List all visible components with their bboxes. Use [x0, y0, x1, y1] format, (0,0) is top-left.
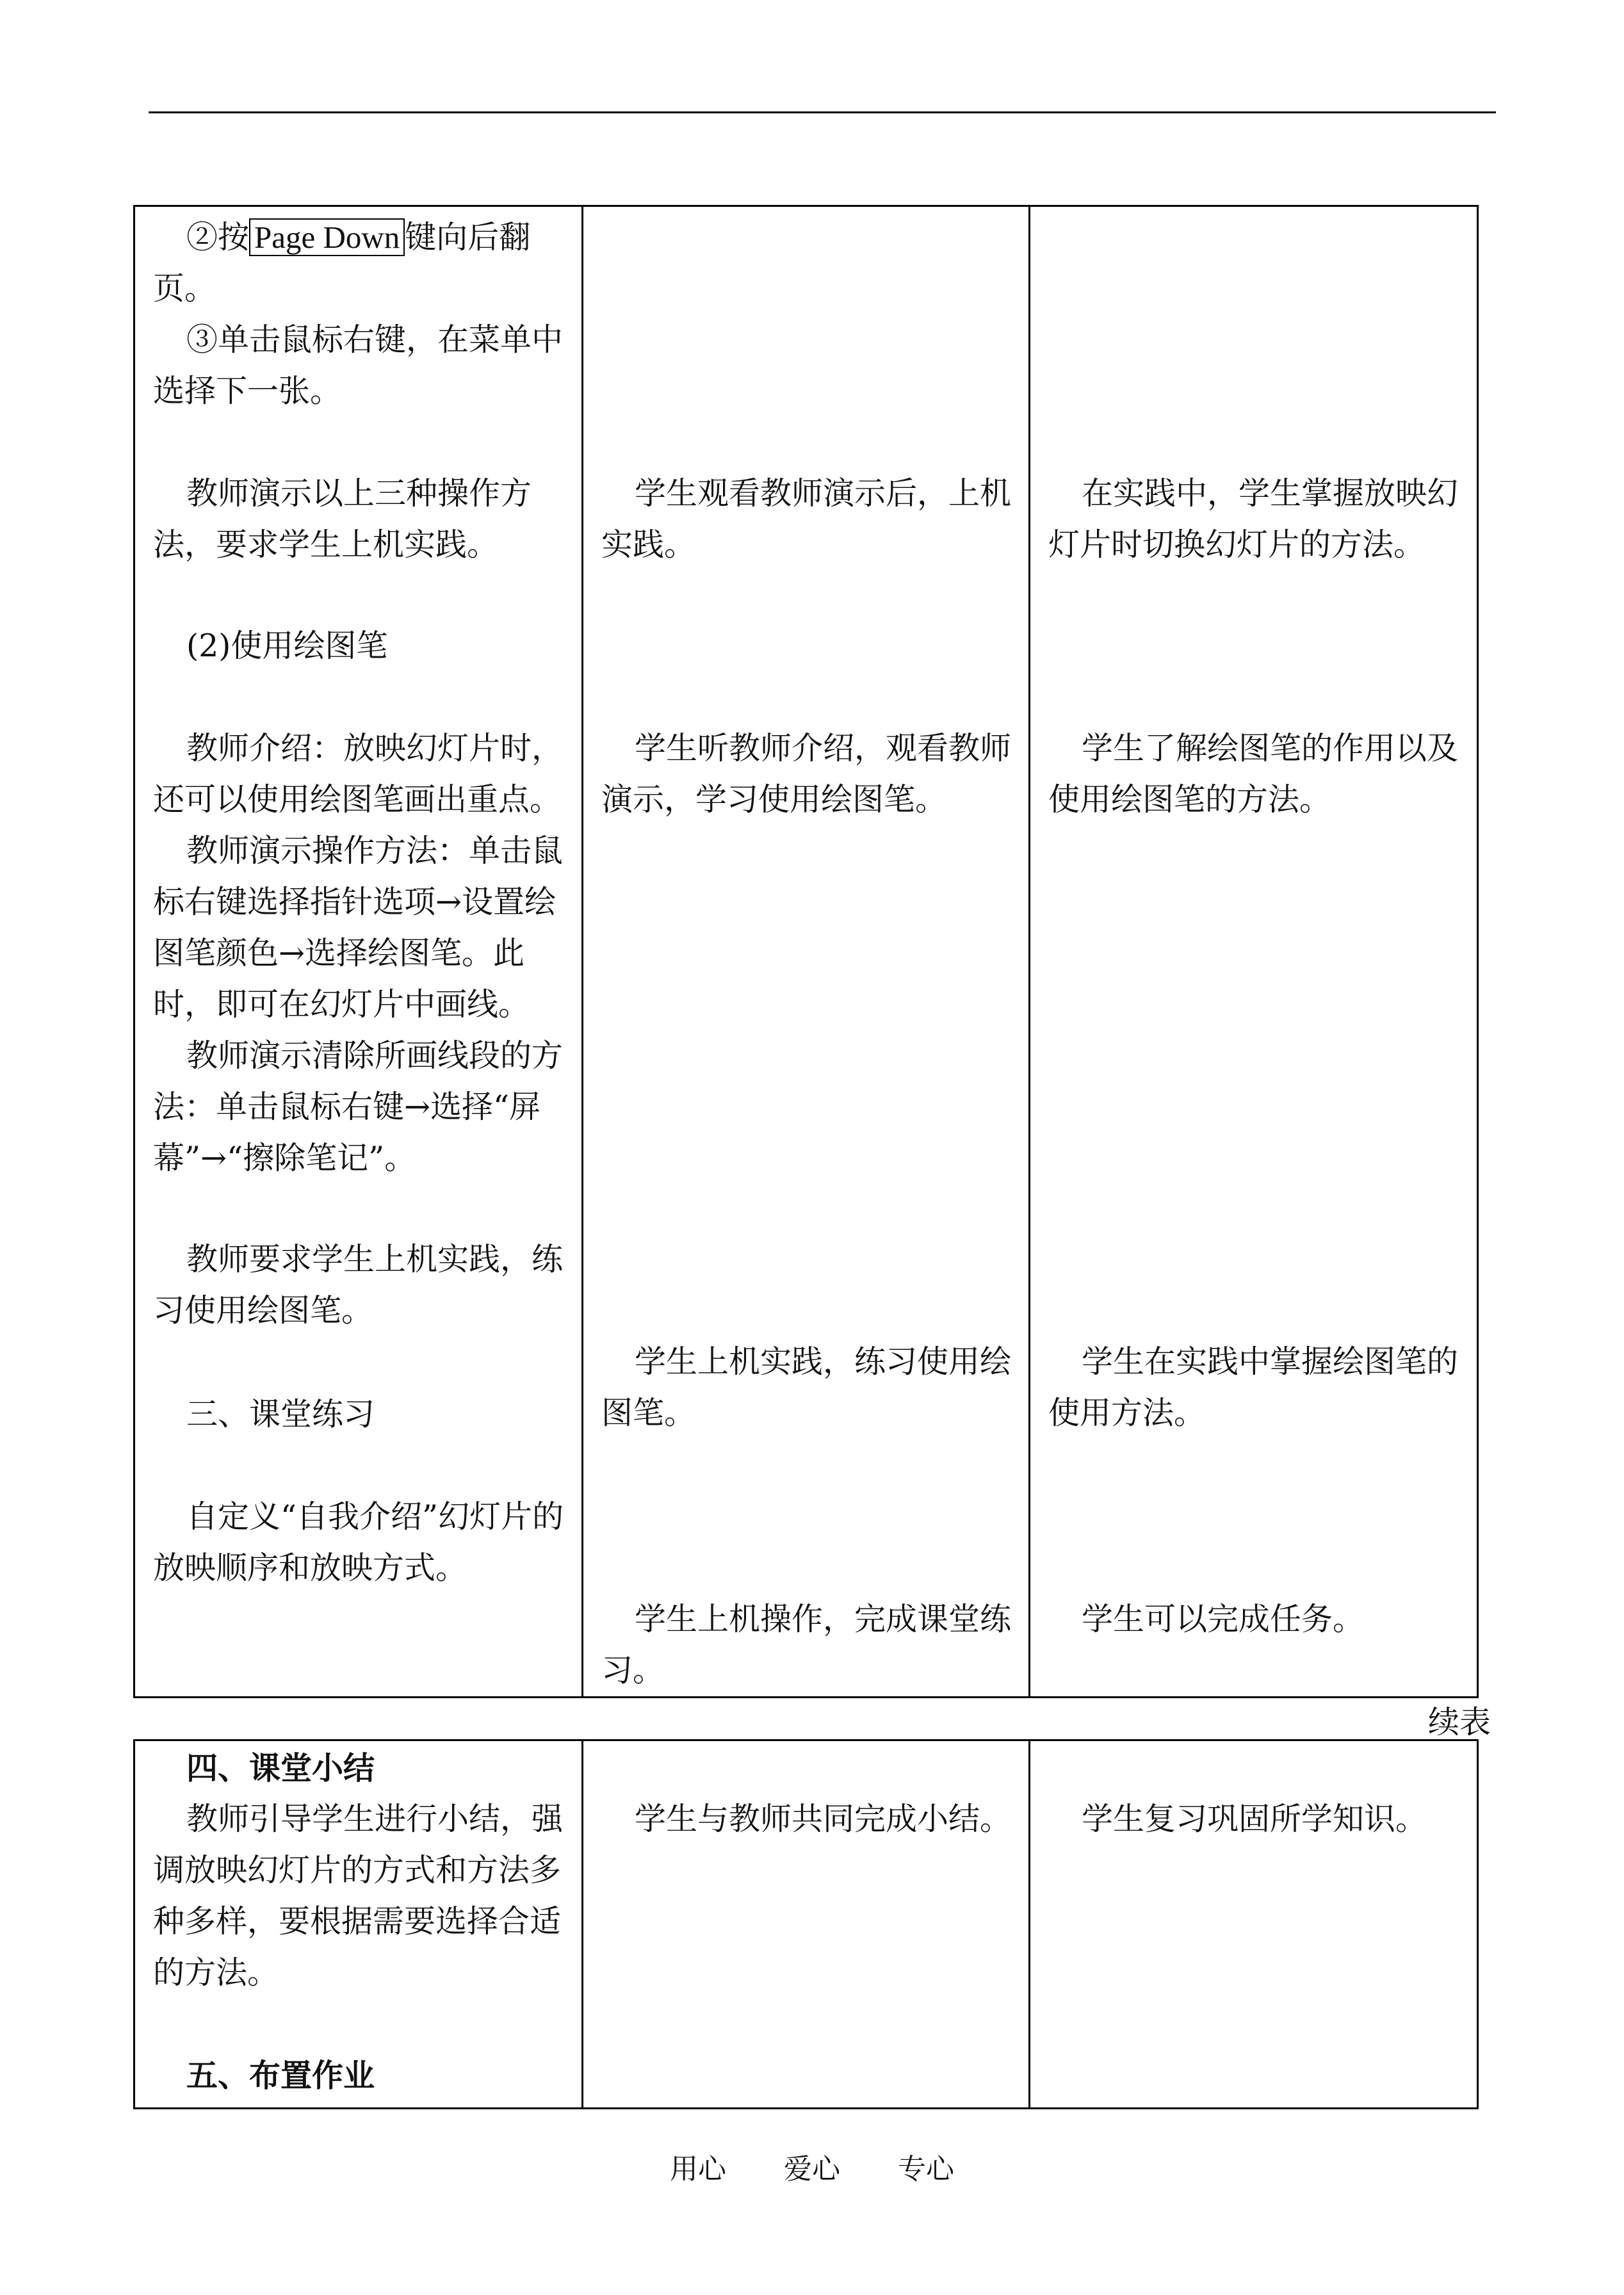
summary-student-text: 学生与教师共同完成小结。: [635, 1801, 1012, 1837]
intent-task-text: 学生可以完成任务。: [1082, 1601, 1365, 1637]
student-activity-cell: [583, 206, 1030, 1698]
section-summary-heading: 四、课堂小结: [186, 1749, 375, 1787]
teacher-practice-text: 教师要求学生上机实践，练习使用绘图笔。: [153, 1241, 564, 1329]
exercise-text: 自定义“自我介绍”幻灯片的放映顺序和放映方式。: [153, 1498, 564, 1586]
footer-word-2: 爱心: [784, 2153, 840, 2186]
section-draw-pen: (2)使用绘图笔: [186, 628, 388, 664]
intent-switch-text: 在实践中，学生掌握放映幻灯片时切换幻灯片的方法。: [1048, 475, 1459, 563]
design-intent-cell: [1030, 206, 1478, 1698]
summary-intent-cell: [1030, 1740, 1478, 2109]
lesson-table: [133, 205, 1479, 1698]
step-right-click: ③单击鼠标右键，在菜单中选择下一张。: [153, 321, 564, 409]
footer-word-3: 专心: [898, 2153, 954, 2186]
teacher-intro-text: 教师介绍：放映幻灯片时，还可以使用绘图笔画出重点。: [153, 730, 564, 818]
section-class-exercise: 三、课堂练习: [186, 1396, 375, 1432]
summary-intent-text: 学生复习巩固所学知识。: [1082, 1801, 1427, 1837]
footer-word-1: 用心: [670, 2153, 726, 2186]
continued-label: 续表: [1427, 1704, 1491, 1740]
student-listen-text: 学生听教师介绍，观看教师演示，学习使用绘图笔。: [601, 730, 1012, 818]
intent-pen-text: 学生了解绘图笔的作用以及使用绘图笔的方法。: [1048, 730, 1459, 818]
section-homework-heading: 五、布置作业: [186, 2057, 375, 2094]
step-pagedown: ②按 Page Down 键向后翻页。: [153, 219, 531, 307]
summary-text: 教师引导学生进行小结，强调放映幻灯片的方式和方法多种多样，要根据需要选择合适的方法。: [153, 1801, 564, 1991]
summary-student-cell: [583, 1740, 1030, 2109]
student-practice-text: 学生上机实践，练习使用绘图笔。: [601, 1343, 1012, 1431]
teacher-demo-clear: 教师演示清除所画线段的方法：单击鼠标右键→选择“屏幕”→“擦除笔记”。: [153, 1037, 564, 1176]
teacher-activity-cell: [134, 206, 583, 1698]
header-rule: [149, 111, 1496, 113]
student-exercise-text: 学生上机操作，完成课堂练习。: [601, 1601, 1012, 1689]
teacher-demo-text: 教师演示以上三种操作方法，要求学生上机实践。: [153, 475, 532, 563]
pagedown-key-label: Page Down: [249, 218, 405, 256]
page-footer: [0, 2149, 1624, 2190]
summary-table: [133, 1739, 1479, 2109]
teacher-demo-method: 教师演示操作方法：单击鼠标右键选择指针选项→设置绘图笔颜色→选择绘图笔。此时，即可在幻灯片中画线。: [153, 832, 564, 1023]
intent-pen-practice-text: 学生在实践中掌握绘图笔的使用方法。: [1048, 1343, 1459, 1431]
summary-teacher-cell: [134, 1740, 583, 2109]
student-watch-text: 学生观看教师演示后，上机实践。: [601, 475, 1012, 563]
